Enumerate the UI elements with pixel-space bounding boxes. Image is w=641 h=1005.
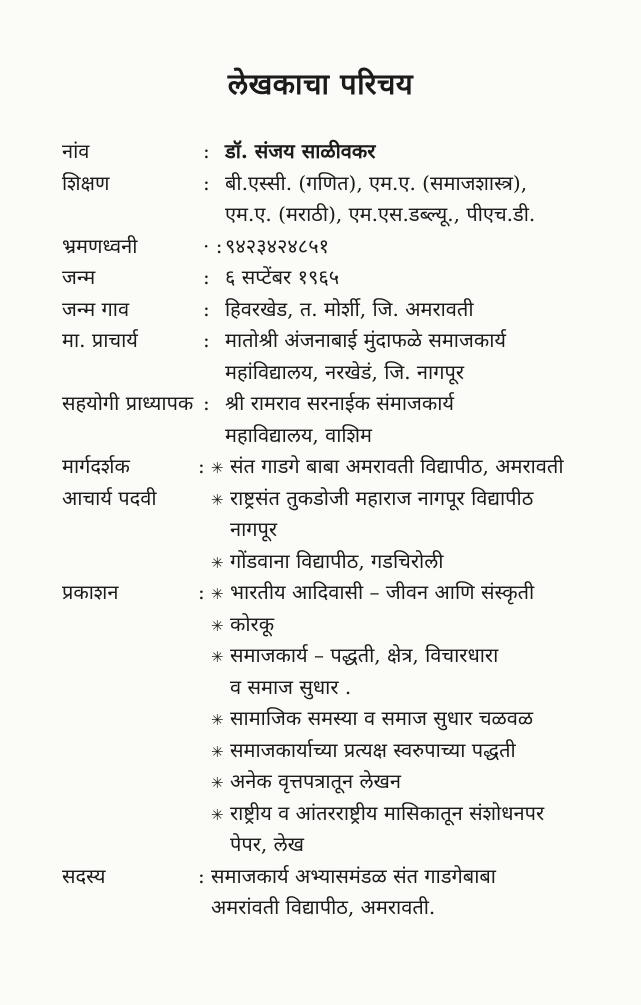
field-value: राष्ट्रसंत तुकडोजी महाराज नागपूर विद्यापीठ (230, 485, 534, 510)
row-mobile (62, 231, 617, 263)
field-value: महांविद्यालय, नरखेडं, जि. नागपूर (225, 359, 465, 384)
asterisk-bullet-icon: ✳ (211, 742, 224, 761)
row-publication-item7 (62, 798, 617, 830)
field-value: अनेक वृत्तपत्रातून लेखन (230, 769, 401, 793)
author-details (0, 136, 641, 924)
row-doctorate-degree-item2 (62, 546, 617, 578)
colon-separator: : (203, 296, 210, 321)
asterisk-bullet-icon: ✳ (211, 490, 224, 509)
row-publication-item5 (62, 735, 617, 767)
field-label: प्रकाशन (62, 580, 119, 604)
field-label: जन्म (62, 265, 96, 289)
page-title: लेखकाचा परिचय (227, 67, 414, 101)
asterisk-bullet-icon: ✳ (211, 711, 224, 729)
colon-separator: : (203, 265, 210, 289)
row-birth-date (62, 262, 617, 294)
field-value: राष्ट्रीय व आंतरराष्ट्रीय मासिकातून संशोधनपर (230, 800, 545, 825)
colon-separator: : (203, 139, 210, 163)
field-value: एम.ए. (मराठी), एम.एस.डब्ल्यू., पीएच.डी. (225, 202, 536, 226)
field-value: श्री रामराव सरनाईक संमाजकार्य (225, 391, 455, 415)
field-label: भ्रमणध्वनी (62, 233, 138, 258)
row-publication-item3-continuation (62, 672, 617, 704)
field-label: शिक्षण (62, 170, 110, 195)
row-name (62, 136, 617, 168)
row-guide (62, 451, 617, 483)
field-label: जन्म गाव (62, 296, 130, 321)
asterisk-bullet-icon: ✳ (211, 774, 224, 792)
row-education-continuation (62, 199, 617, 231)
field-value: समाजकार्याच्या प्रत्यक्ष स्वरुपाच्या पद्धती (230, 737, 516, 762)
field-value: ६ सप्टेंबर १९६५ (225, 265, 340, 289)
row-associate-professor-continuation (62, 420, 617, 452)
field-label: मार्गदर्शक (62, 454, 130, 478)
row-member (62, 861, 617, 893)
field-value: बी.एस्सी. (गणित), एम.ए. (समाजशास्त्र), (225, 170, 528, 195)
field-value: महाविद्यालय, वाशिम (225, 422, 373, 447)
asterisk-bullet-icon: ✳ (211, 805, 224, 824)
field-value: सामाजिक समस्या व समाज सुधार चळवळ (230, 706, 534, 730)
row-associate-professor (62, 388, 617, 420)
row-publication-item4 (62, 703, 617, 735)
field-label: सदस्य (62, 863, 106, 888)
field-value: नागपूर (230, 517, 278, 541)
asterisk-bullet-icon: ✳ (211, 553, 224, 572)
asterisk-bullet-icon: ✳ (211, 616, 224, 635)
field-value: व समाज सुधार . (230, 674, 352, 699)
colon-separator: : (198, 454, 205, 478)
field-value: अमरांवती विद्यापीठ, अमरावती. (211, 895, 436, 919)
field-value: गोंडवाना विद्यापीठ, गडचिरोली (230, 548, 444, 573)
asterisk-bullet-icon: ✳ (211, 585, 224, 603)
field-value: भारतीय आदिवासी – जीवन आणि संस्कृती (230, 580, 535, 604)
field-value: मातोश्री अंजनाबाई मुंदाफळे समाजकार्य (225, 328, 506, 352)
row-doctorate-degree (62, 483, 617, 515)
colon-separator: · : (203, 233, 223, 258)
row-doctorate-degree-continuation (62, 514, 617, 546)
row-publication-item6 (62, 766, 617, 798)
row-principal (62, 325, 617, 357)
field-label: आचार्य पदवी (62, 485, 157, 510)
colon-separator: : (203, 170, 210, 195)
row-principal-continuation (62, 357, 617, 389)
field-value: संत गाडगे बाबा अमरावती विद्यापीठ, अमरावती (230, 454, 564, 478)
row-publication-item2 (62, 609, 617, 641)
asterisk-bullet-icon: ✳ (211, 459, 224, 477)
colon-separator: : (203, 328, 210, 352)
field-value: समाजकार्य – पद्धती, क्षेत्र, विचारधारा (230, 643, 499, 667)
field-value: समाजकार्य अभ्यासमंडळ संत गाडगेबाबा (211, 863, 496, 888)
field-value: हिवरखेड, त. मोर्शी, जि. अमरावती (225, 296, 474, 321)
colon-separator: : (198, 580, 205, 604)
field-label: सहयोगी प्राध्यापक (62, 391, 194, 415)
row-education (62, 168, 617, 200)
row-publications (62, 577, 617, 609)
field-label: मा. प्राचार्य (62, 328, 138, 352)
row-member-continuation (62, 892, 617, 924)
field-value: ९४२३४२४८५१ (225, 233, 329, 258)
field-value: डॉ. संजय साळीवकर (225, 139, 376, 163)
row-birth-place (62, 294, 617, 326)
field-value: कोरकू (230, 611, 275, 636)
row-publication-item3 (62, 640, 617, 672)
field-label: नांव (62, 139, 90, 163)
field-value: पेपर, लेख (230, 832, 304, 856)
colon-separator: : (198, 863, 205, 888)
colon-separator: : (203, 391, 210, 415)
row-publication-item7-continuation (62, 829, 617, 861)
asterisk-bullet-icon: ✳ (211, 648, 224, 666)
